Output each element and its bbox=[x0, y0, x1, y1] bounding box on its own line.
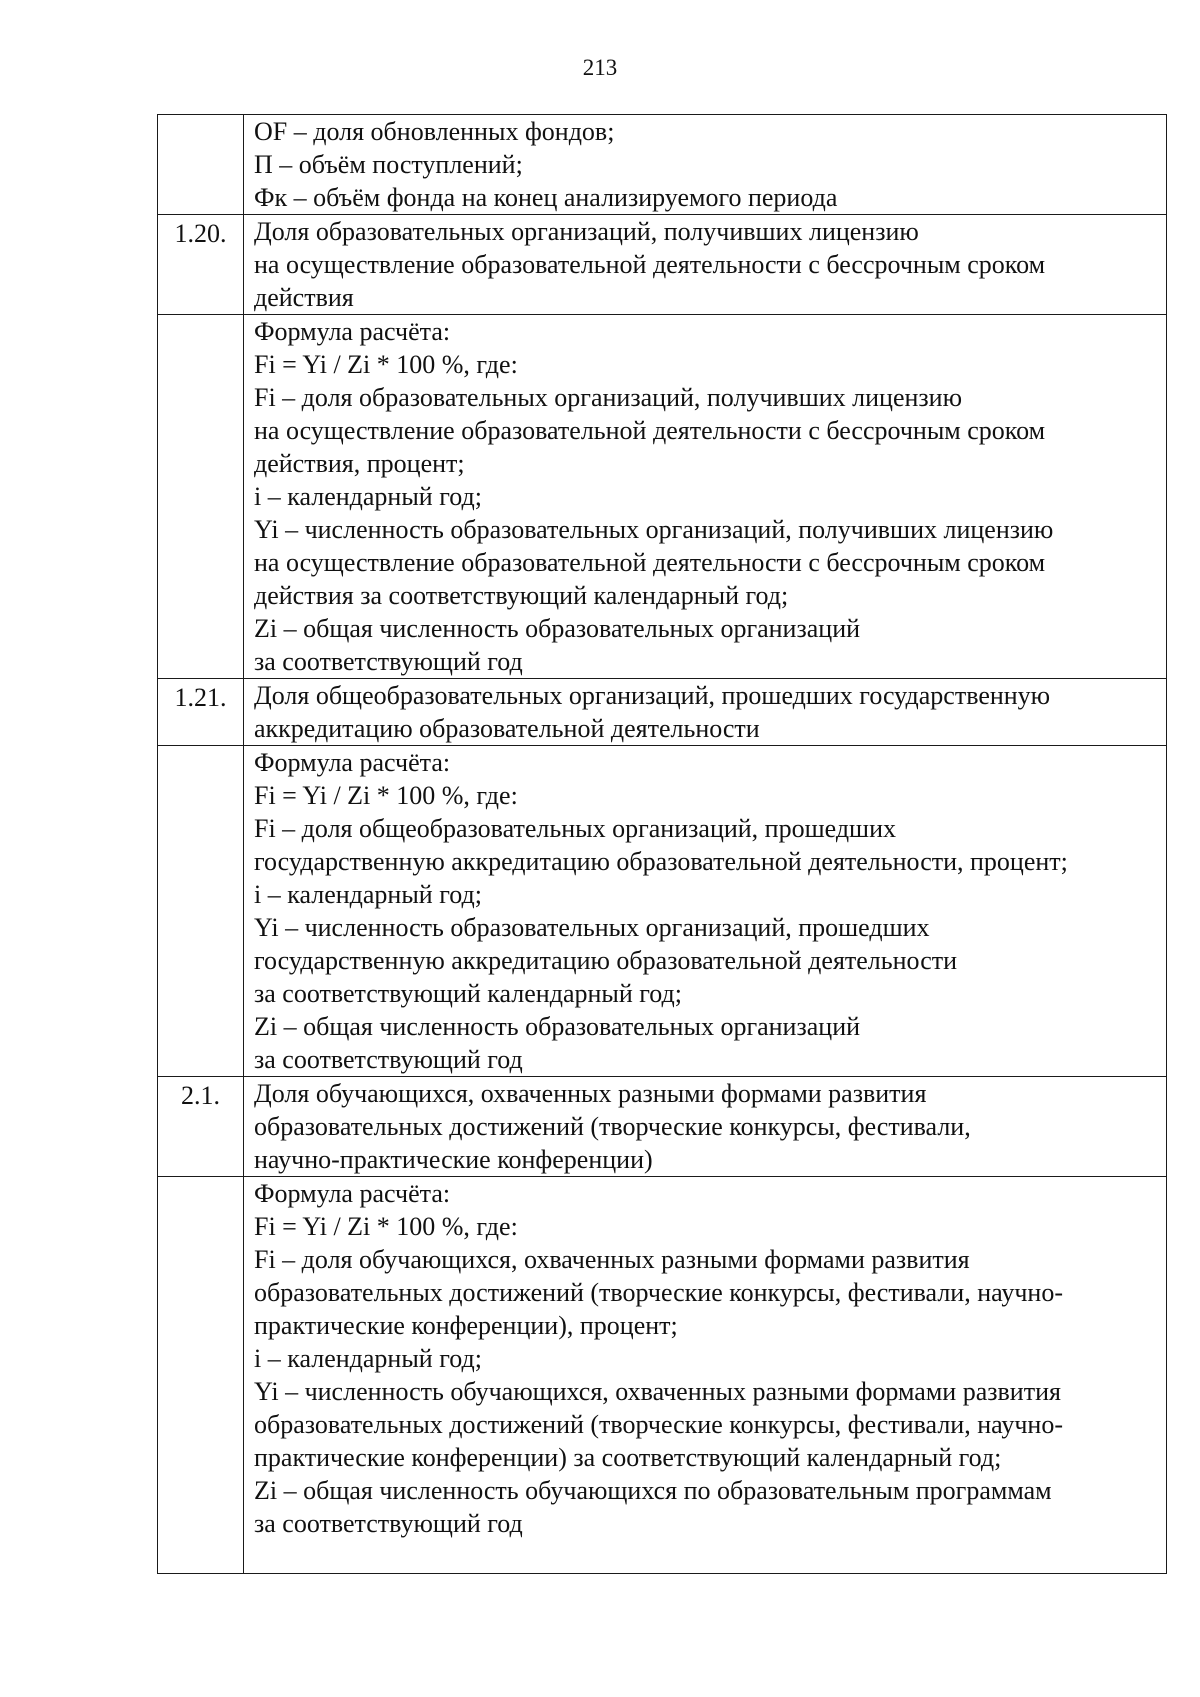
table-row bbox=[158, 746, 1167, 1077]
text-line: Fi – доля обучающихся, охваченных разными формами развития bbox=[254, 1245, 970, 1274]
text-line: практические конференции) за соответствующий календарный год; bbox=[254, 1443, 1002, 1472]
text-line: Fi – доля образовательных организаций, получивших лицензию bbox=[254, 383, 963, 412]
text-line: Fi = Yi / Zi * 100 %, где: bbox=[254, 1212, 518, 1241]
row-number-cell: 1.20. bbox=[158, 215, 244, 315]
text-line: за соответствующий год bbox=[254, 1045, 523, 1074]
text-line: образовательных достижений (творческие конкурсы, фестивали, научно- bbox=[254, 1410, 1063, 1439]
row-text-cell bbox=[244, 315, 1167, 679]
text-line: научно-практические конференции) bbox=[254, 1145, 653, 1174]
page-number: 213 bbox=[582, 55, 618, 80]
row-number-cell: 2.1. bbox=[158, 1077, 244, 1177]
table-row bbox=[158, 1177, 1167, 1574]
text-line: образовательных достижений (творческие конкурсы, фестивали, bbox=[254, 1112, 971, 1141]
table-body bbox=[158, 115, 1167, 1574]
text-line: аккредитацию образовательной деятельности bbox=[254, 714, 760, 743]
text-line: Fi – доля общеобразовательных организаций, прошедших bbox=[254, 814, 896, 843]
text-line: Формула расчёта: bbox=[254, 1179, 451, 1208]
text-line: П – объём поступлений; bbox=[254, 150, 523, 179]
table-row bbox=[158, 115, 1167, 215]
table-row bbox=[158, 1077, 1167, 1177]
row-text-cell bbox=[244, 1077, 1167, 1177]
text-line: Формула расчёта: bbox=[254, 748, 451, 777]
text-line: Доля обучающихся, охваченных разными формами развития bbox=[254, 1079, 927, 1108]
row-text-cell bbox=[244, 746, 1167, 1077]
text-line: действия, процент; bbox=[254, 449, 465, 478]
indicator-table bbox=[157, 114, 1167, 1574]
text-line: государственную аккредитацию образовательной деятельности, процент; bbox=[254, 847, 1068, 876]
text-line: практические конференции), процент; bbox=[254, 1311, 678, 1340]
text-line: Доля образовательных организаций, получивших лицензию bbox=[254, 217, 919, 246]
text-line: OF – доля обновленных фондов; bbox=[254, 117, 615, 146]
row-number-cell bbox=[158, 746, 244, 1077]
text-line: Yi – численность образовательных организаций, прошедших bbox=[254, 913, 930, 942]
row-number-cell bbox=[158, 115, 244, 215]
row-number-cell bbox=[158, 1177, 244, 1574]
table-row bbox=[158, 215, 1167, 315]
text-line: Фк – объём фонда на конец анализируемого периода bbox=[254, 183, 838, 212]
text-line: Zi – общая численность обучающихся по образовательным программам bbox=[254, 1476, 1052, 1505]
row-text-cell bbox=[244, 115, 1167, 215]
text-line: за соответствующий календарный год; bbox=[254, 979, 682, 1008]
text-line: государственную аккредитацию образовательной деятельности bbox=[254, 946, 958, 975]
row-text-cell bbox=[244, 1177, 1167, 1574]
text-line: Fi = Yi / Zi * 100 %, где: bbox=[254, 781, 518, 810]
text-line: на осуществление образовательной деятельности с бессрочным сроком bbox=[254, 416, 1046, 445]
row-number-cell: 1.21. bbox=[158, 679, 244, 746]
text-line: Формула расчёта: bbox=[254, 317, 451, 346]
text-line: образовательных достижений (творческие конкурсы, фестивали, научно- bbox=[254, 1278, 1063, 1307]
table-row bbox=[158, 315, 1167, 679]
text-line: Fi = Yi / Zi * 100 %, где: bbox=[254, 350, 518, 379]
text-line: за соответствующий год bbox=[254, 647, 523, 676]
text-line: Yi – численность обучающихся, охваченных разными формами развития bbox=[254, 1377, 1061, 1406]
row-number-cell bbox=[158, 315, 244, 679]
text-line: Yi – численность образовательных организаций, получивших лицензию bbox=[254, 515, 1054, 544]
text-line: i – календарный год; bbox=[254, 880, 482, 909]
table-row bbox=[158, 679, 1167, 746]
row-text-cell bbox=[244, 215, 1167, 315]
text-line: на осуществление образовательной деятельности с бессрочным сроком bbox=[254, 548, 1046, 577]
row-text-cell bbox=[244, 679, 1167, 746]
text-line: Zi – общая численность образовательных организаций bbox=[254, 1012, 861, 1041]
blank-space bbox=[254, 1540, 1162, 1573]
text-line: Доля общеобразовательных организаций, прошедших государственную bbox=[254, 681, 1051, 710]
text-line: на осуществление образовательной деятельности с бессрочным сроком bbox=[254, 250, 1046, 279]
text-line: действия за соответствующий календарный год; bbox=[254, 581, 789, 610]
text-line: i – календарный год; bbox=[254, 482, 482, 511]
text-line: Zi – общая численность образовательных организаций bbox=[254, 614, 861, 643]
text-line: i – календарный год; bbox=[254, 1344, 482, 1373]
text-line: действия bbox=[254, 283, 354, 312]
text-line: за соответствующий год bbox=[254, 1509, 523, 1538]
